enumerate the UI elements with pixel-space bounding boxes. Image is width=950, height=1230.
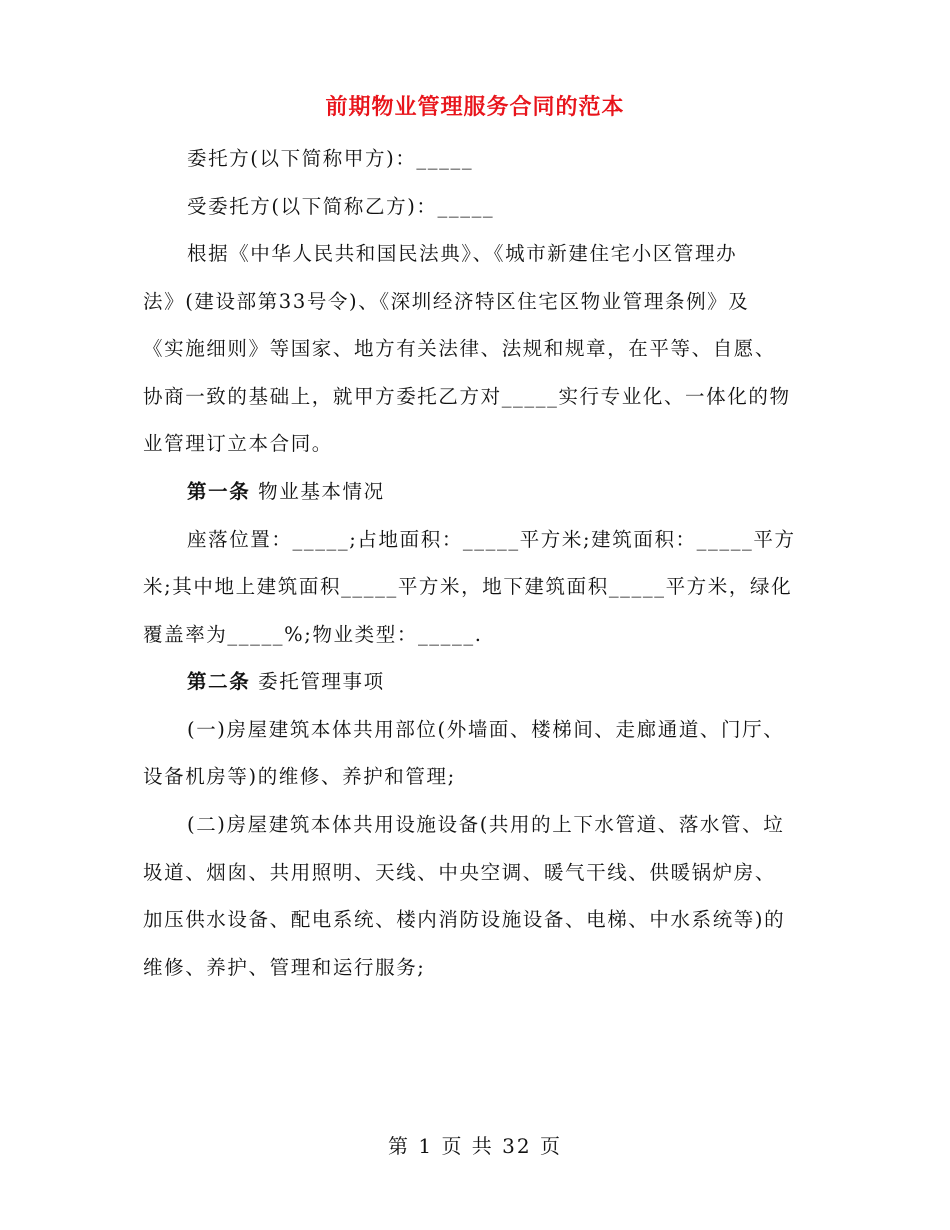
document-title: 前期物业管理服务合同的范本 <box>325 94 625 120</box>
paragraph-line: 业管理订立本合同。 <box>143 432 333 455</box>
article-2-heading <box>187 666 857 694</box>
article-title: 物业基本情况 <box>258 480 385 503</box>
paragraph-line: 加压供水设备、配电系统、楼内消防设施设备、电梯、中水系统等)的 <box>143 908 786 931</box>
paragraph-line: 维修、养护、管理和运行服务; <box>143 956 426 979</box>
paragraph-line: 《实施细则》等国家、地方有关法律、法规和规章，在平等、自愿、 <box>143 337 777 360</box>
paragraph-line: 法》(建设部第33号令)、《深圳经济特区住宅区物业管理条例》及 <box>143 290 750 313</box>
paragraph-line: 根据《中华人民共和国民法典》、《城市新建住宅小区管理办 <box>187 242 738 265</box>
paragraph-line: 受委托方(以下简称乙方)：_____ <box>187 195 495 218</box>
article-1-heading <box>187 476 857 504</box>
article-title: 委托管理事项 <box>258 670 385 693</box>
paragraph-line: 协商一致的基础上，就甲方委托乙方对_____实行专业化、一体化的物 <box>143 385 791 408</box>
article-label: 第一条 <box>187 480 251 503</box>
paragraph-line: 覆盖率为_____%;物业类型：_____. <box>143 623 483 646</box>
article-label: 第二条 <box>187 670 251 693</box>
paragraph-line: (一)房屋建筑本体共用部位(外墙面、楼梯间、走廊通道、门厅、 <box>187 718 785 741</box>
page-footer: 第 1 页 共 32 页 <box>388 1134 562 1158</box>
paragraph-line: 圾道、烟囱、共用照明、天线、中央空调、暖气干线、供暖锅炉房、 <box>143 861 777 884</box>
paragraph-line: (二)房屋建筑本体共用设施设备(共用的上下水管道、落水管、垃 <box>187 813 785 836</box>
paragraph-line: 座落位置：_____;占地面积：_____平方米;建筑面积：_____平方 <box>187 528 796 551</box>
paragraph-line: 米;其中地上建筑面积_____平方米，地下建筑面积_____平方米，绿化 <box>143 575 793 598</box>
paragraph-line: 委托方(以下简称甲方)：_____ <box>187 147 474 170</box>
paragraph-line: 设备机房等)的维修、养护和管理; <box>143 765 456 788</box>
